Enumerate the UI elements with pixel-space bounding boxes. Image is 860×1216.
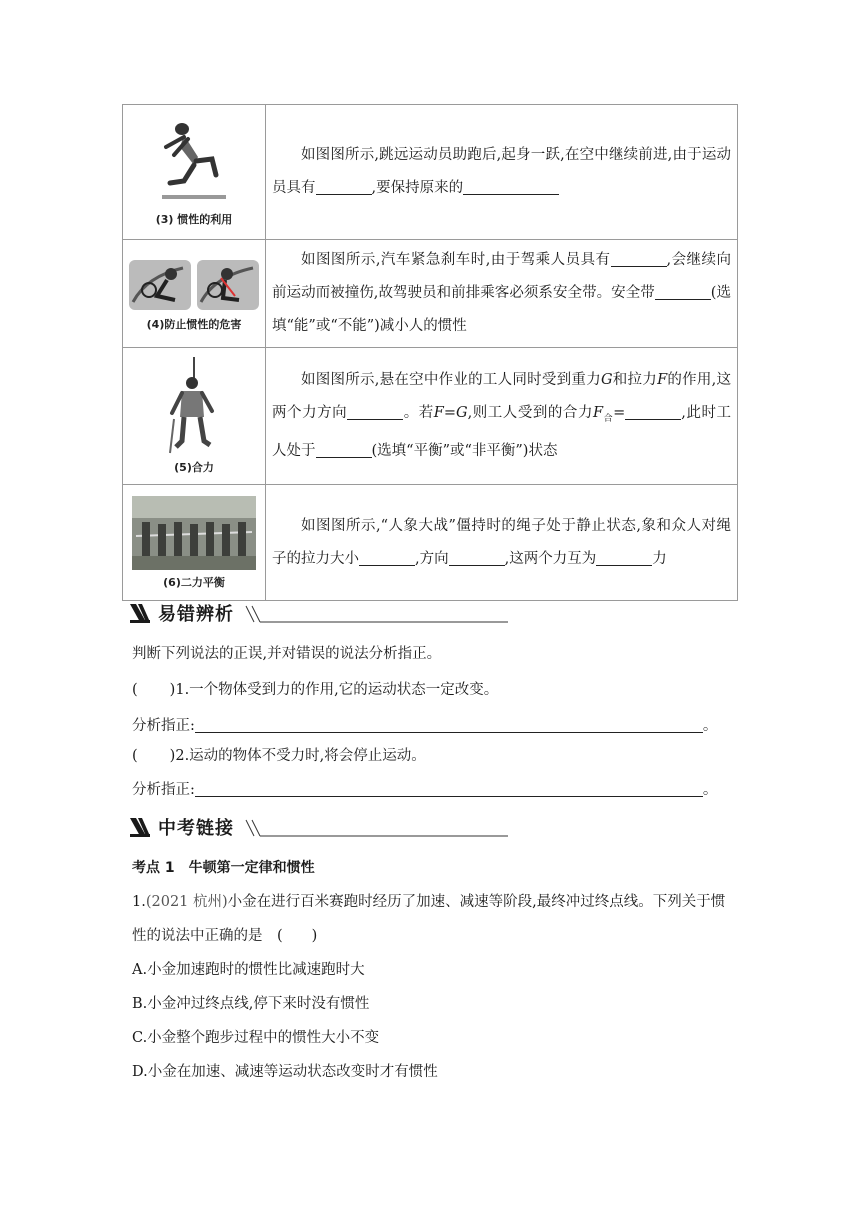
row-text: 如图图所示,汽车紧急刹车时,由于驾乘人员具有 ,会继续向前运动而被撞伤,故驾驶员和前排乘客必须系安全带。安全带 (选填“能”或“不能”)减小人的惯性 [266, 240, 738, 348]
row-text: 如图图所示,悬在空中作业的工人同时受到重力G和拉力F的作用,这两个力方向 。若F=G,则工人受到的合力$F_合=$ ,此时工人处于 (选填“平衡”或“非平衡”)状态 [266, 348, 738, 485]
exam-point-heading: 考点 1 牛顿第一定律和惯性 [132, 860, 315, 876]
fill-blank[interactable] [316, 442, 372, 458]
slash-mark-icon [128, 816, 150, 838]
judge-item: ( )2.运动的物体不受力时,将会停止运动。 [132, 748, 426, 764]
fill-blank[interactable] [316, 179, 372, 195]
row-caption: (6)二力平衡 [163, 575, 225, 589]
section-title: 中考链接 [158, 818, 234, 839]
fill-blank[interactable] [655, 284, 711, 300]
fill-blank[interactable] [625, 403, 681, 419]
car-braking-seatbelt-illustration [127, 256, 261, 312]
option-c[interactable]: C.小金整个跑步过程中的惯性大小不变 [132, 1030, 380, 1046]
option-b[interactable]: B.小金冲过终点线,停下来时没有惯性 [132, 996, 370, 1012]
fill-blank[interactable] [611, 251, 667, 267]
section-header-exam-link [128, 812, 510, 842]
table-row [123, 485, 738, 601]
instruction-text: 判断下列说法的正误,并对错误的说法分析指正。 [132, 646, 442, 662]
question-stem: 1.(2021 杭州)小金在进行百米赛跑时经历了加速、减速等阶段,最终冲过终点线。下列关于惯 [132, 894, 726, 910]
slash-mark-icon [128, 602, 150, 624]
section-title: 易错辨析 [158, 604, 234, 625]
fill-blank[interactable] [463, 179, 559, 195]
worker-hanging-on-rope-illustration [166, 357, 222, 455]
analysis-input[interactable] [195, 717, 703, 733]
long-jump-athlete-illustration [154, 117, 234, 207]
option-d[interactable]: D.小金在加速、减速等运动状态改变时才有惯性 [132, 1064, 438, 1080]
section-rule-decoration [244, 602, 510, 624]
table-row [123, 348, 738, 485]
row-caption: (3) 惯性的利用 [155, 213, 233, 226]
fill-blank[interactable] [347, 403, 403, 419]
analysis-line: 分析指正: 。 [132, 782, 718, 798]
row-caption: (5)合力 [174, 461, 214, 474]
human-elephant-tug-of-war-photo [132, 496, 256, 570]
fill-blank[interactable] [449, 549, 505, 565]
table-row [123, 105, 738, 240]
row-text: 如图图所示,跳远运动员助跑后,起身一跃,在空中继续前进,由于运动员具有 ,要保持原来的 [266, 105, 738, 240]
section-rule-decoration [244, 816, 510, 838]
option-a[interactable]: A.小金加速跑时的惯性比减速跑时大 [132, 962, 365, 978]
analysis-line: 分析指正: 。 [132, 718, 718, 734]
question-stem-cont: 性的说法中正确的是 ( ) [132, 928, 318, 944]
table-row [123, 240, 738, 348]
judge-item: ( )1.一个物体受到力的作用,它的运动状态一定改变。 [132, 682, 499, 698]
analysis-input[interactable] [195, 781, 703, 797]
question-source: (2021 杭州) [145, 894, 228, 910]
row-caption: (4)防止惯性的危害 [146, 317, 242, 331]
section-header-error-analysis [128, 598, 510, 628]
row-text: 如图图所示,“人象大战”僵持时的绳子处于静止状态,象和众人对绳子的拉力大小 ,方向 ,这两个力互为 力 [266, 485, 738, 601]
inertia-cases-table [122, 104, 738, 601]
fill-blank[interactable] [596, 549, 652, 565]
fill-blank[interactable] [359, 549, 415, 565]
